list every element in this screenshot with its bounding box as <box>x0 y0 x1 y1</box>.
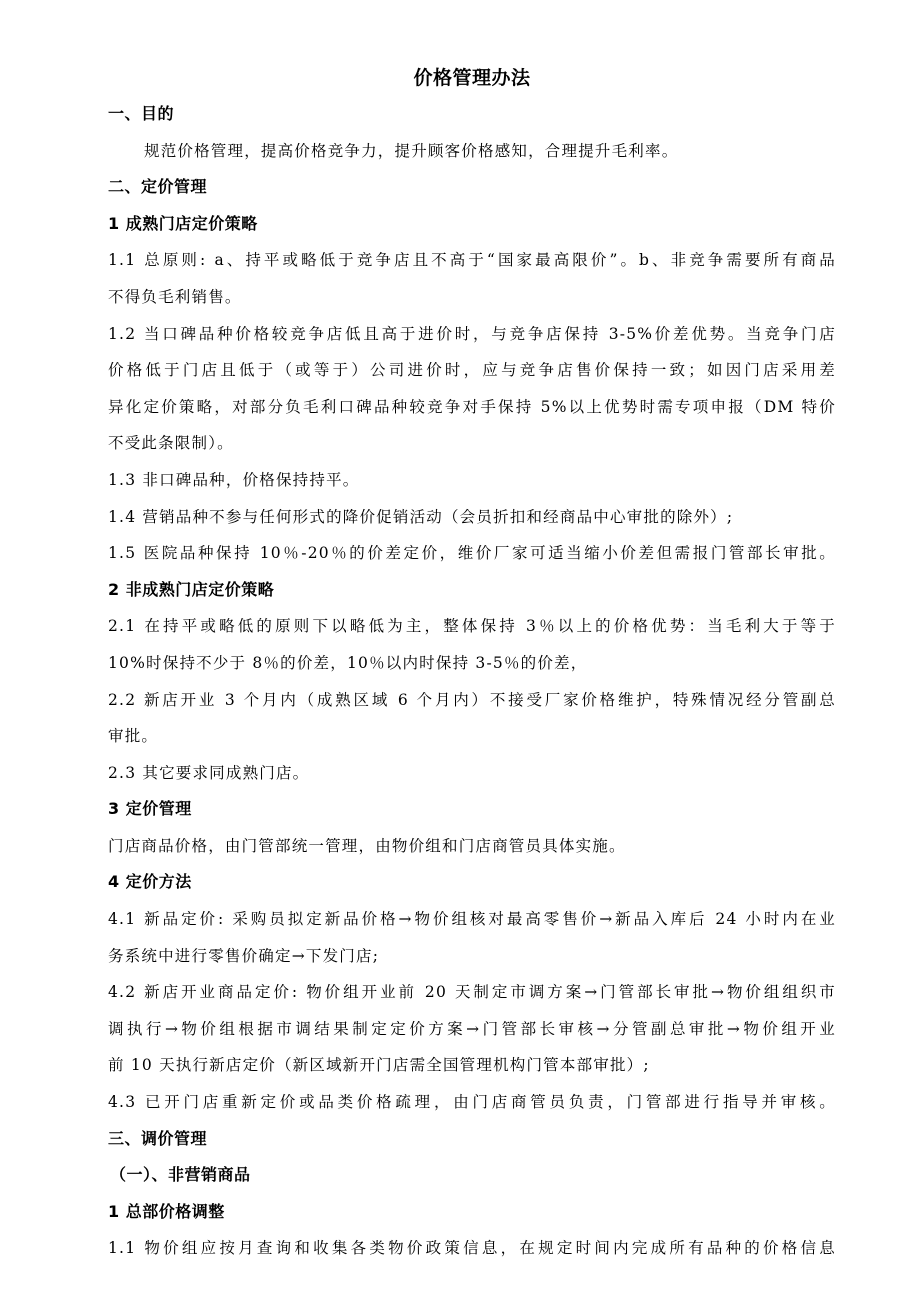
section-heading: 三、调价管理 <box>108 1128 208 1148</box>
section-heading: 1 总部价格调整 <box>108 1201 225 1221</box>
paragraph-line: 1.1 总原则: a、持平或略低于竞争店且不高于“国家最高限价”。b、非竞争需要所有商品 <box>108 251 836 270</box>
paragraph-line: 1.4 营销品种不参与任何形式的降价促销活动（会员折扣和经商品中心审批的除外）; <box>108 507 734 526</box>
paragraph-line: 4.2 新店开业商品定价: 物价组开业前 20 天制定市调方案→门管部长审批→物价组组织市 <box>108 983 836 1002</box>
paragraph-line: 1.3 非口碑品种，价格保持持平。 <box>108 470 360 489</box>
paragraph-line: 10%时保持不少于 8％的价差，10％以内时保持 3-5％的价差， <box>108 653 588 672</box>
subsection-heading: （一）、非营销商品 <box>110 1165 251 1185</box>
paragraph-line: 不受此条限制）。 <box>108 434 234 453</box>
paragraph-line: 2.3 其它要求同成熟门店。 <box>108 763 310 782</box>
paragraph-line: 1.5 医院品种保持 10％-20％的价差定价，维价厂家可适当缩小价差但需报门管部长审批。 <box>108 544 836 563</box>
paragraph-line: 规范价格管理，提高价格竞争力，提升顾客价格感知，合理提升毛利率。 <box>144 141 679 160</box>
section-heading: 一、目的 <box>108 104 175 123</box>
paragraph-line: 1.1 物价组应按月查询和收集各类物价政策信息，在规定时间内完成所有品种的价格信息 <box>108 1239 836 1258</box>
paragraph-line: 4.3 已开门店重新定价或品类价格疏理，由门店商管员负责，门管部进行指导并审核。 <box>108 1093 836 1112</box>
paragraph-line: 1.2 当口碑品种价格较竞争店低且高于进价时，与竞争店保持 3-5%价差优势。当竞争门店 <box>108 324 836 343</box>
paragraph-line: 调执行→物价组根据市调结果制定定价方案→门管部长审核→分管副总审批→物价组开业 <box>108 1019 836 1038</box>
paragraph-line: 审批。 <box>108 727 159 746</box>
paragraph-line: 务系统中进行零售价确定→下发门店; <box>108 946 380 965</box>
section-heading: 4 定价方法 <box>108 872 192 892</box>
paragraph-line: 前 10 天执行新店定价（新区域新开门店需全国管理机构门管本部审批）; <box>108 1056 650 1075</box>
paragraph-line: 不得负毛利销售。 <box>108 287 242 306</box>
paragraph-line: 4.1 新品定价: 采购员拟定新品价格→物价组核对最高零售价→新品入库后 24 小时内在业 <box>108 910 836 929</box>
paragraph-line: 2.1 在持平或略低的原则下以略低为主，整体保持 3％以上的价格优势：当毛利大于等于 <box>108 617 836 636</box>
paragraph-line: 门店商品价格，由门管部统一管理，由物价组和门店商管员具体实施。 <box>108 836 626 855</box>
section-heading: 3 定价管理 <box>108 799 192 819</box>
paragraph-line: 异化定价策略，对部分负毛利口碑品种较竞争对手保持 5%以上优势时需专项申报（DM 特价 <box>108 397 836 416</box>
section-heading: 1 成熟门店定价策略 <box>108 213 258 233</box>
section-heading: 2 非成熟门店定价策略 <box>108 579 275 599</box>
document-page <box>108 60 836 1267</box>
paragraph-line: 价格低于门店且低于（或等于）公司进价时，应与竞争店售价保持一致；如因门店采用差 <box>108 361 836 380</box>
document-title: 价格管理办法 <box>413 67 531 89</box>
document-body <box>108 96 836 1267</box>
paragraph-line: 2.2 新店开业 3 个月内（成熟区域 6 个月内）不接受厂家价格维护，特殊情况经分管副总 <box>108 690 836 709</box>
section-heading: 二、定价管理 <box>108 177 208 197</box>
